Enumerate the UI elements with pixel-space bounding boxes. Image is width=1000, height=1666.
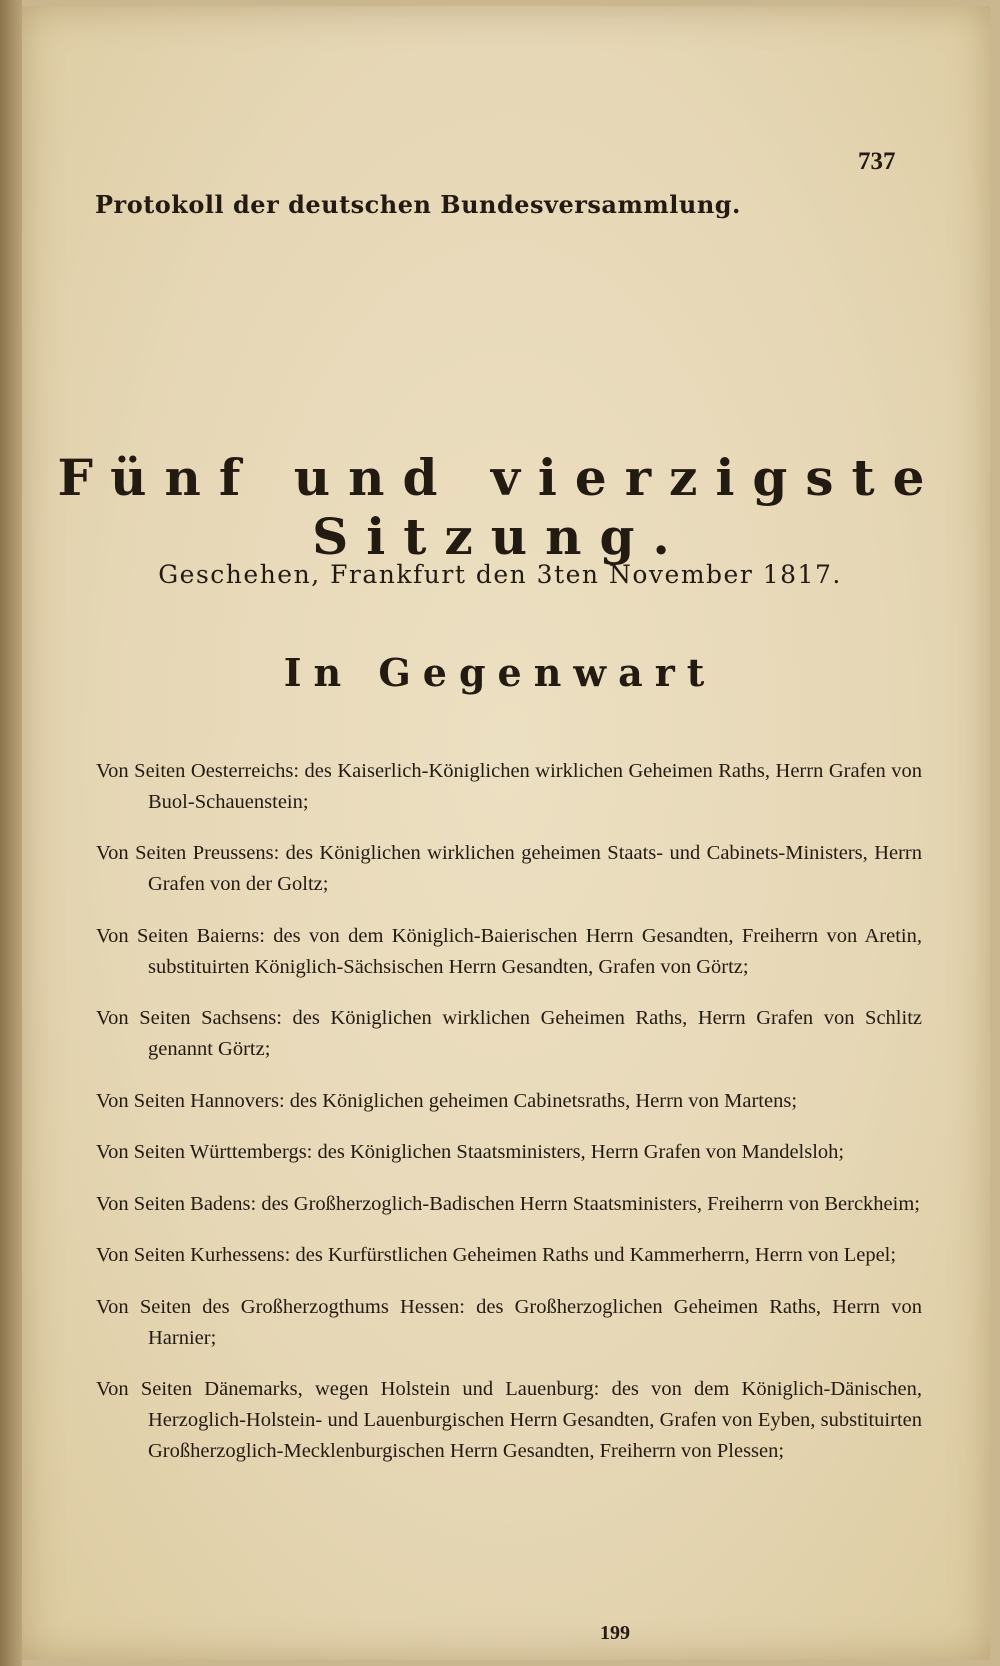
delegate-entry-hannover: Von Seiten Hannovers: des Königlichen geheimen Cabinetsraths, Herrn von Martens; — [96, 1089, 798, 1112]
delegate-entry-wuerttemberg: Von Seiten Württembergs: des Königlichen Staatsministers, Herrn Grafen von Mandelsloh; — [96, 1141, 845, 1163]
delegate-entry-sachsen: Von Seiten Sachsens: des Königlichen wirklichen Geheimen Raths, Herrn Grafen von Schlitz genannt Görtz; — [96, 1007, 922, 1060]
presence-heading: In Gegenwart — [283, 650, 717, 695]
session-date: Geschehen, Frankfurt den 3ten November 1817. — [158, 560, 842, 589]
delegate-entry-hessen: Von Seiten des Großherzogthums Hessen: des Großherzoglichen Geheimen Raths, Herrn von Harnier; — [96, 1295, 922, 1349]
delegate-entry-preussen: Von Seiten Preussens: des Königlichen wirklichen geheimen Staats- und Cabinets-Ministers, Herrn Grafen von der Goltz; — [96, 842, 922, 895]
page-number: 737 — [858, 148, 896, 175]
delegate-entry-kurhessen: Von Seiten Kurhessens: des Kurfürstlichen Geheimen Raths und Kammerherrn, Herrn von Lepel; — [96, 1244, 897, 1266]
signature-mark: 199 — [600, 1622, 630, 1644]
delegate-entry-oesterreich: Von Seiten Oesterreichs: des Kaiserlich-Königlichen wirklichen Geheimen Raths, Herrn Grafen von Buol-Schauenstein; — [96, 759, 922, 813]
delegate-entry-daenemark: Von Seiten Dänemarks, wegen Holstein und Lauenburg: des von dem Königlich-Dänischen, Herzoglich-Holstein- und Lauenburgischen Herrn Gesandten, Grafen von Eyben, substituirten Großherzoglich-Mecklenburgischen Herrn Gesandten, Freiherrn von Plessen; — [96, 1378, 922, 1462]
session-title: Fünf und vierzigste Sitzung. — [57, 448, 943, 566]
delegate-entry-baden: Von Seiten Badens: des Großherzoglich-Badischen Herrn Staatsministers, Freiherrn von Berckheim; — [96, 1192, 920, 1215]
running-head: Protokoll der deutschen Bundesversammlung. — [95, 190, 741, 219]
delegate-list — [96, 735, 922, 1486]
book-spine-edge — [0, 0, 22, 1666]
delegate-entry-baiern: Von Seiten Baierns: des von dem Königlich-Baierischen Herrn Gesandten, Freiherrn von Aretin, substituirten Königlich-Sächsischen Herrn Gesandten, Grafen von Görtz; — [96, 924, 922, 978]
